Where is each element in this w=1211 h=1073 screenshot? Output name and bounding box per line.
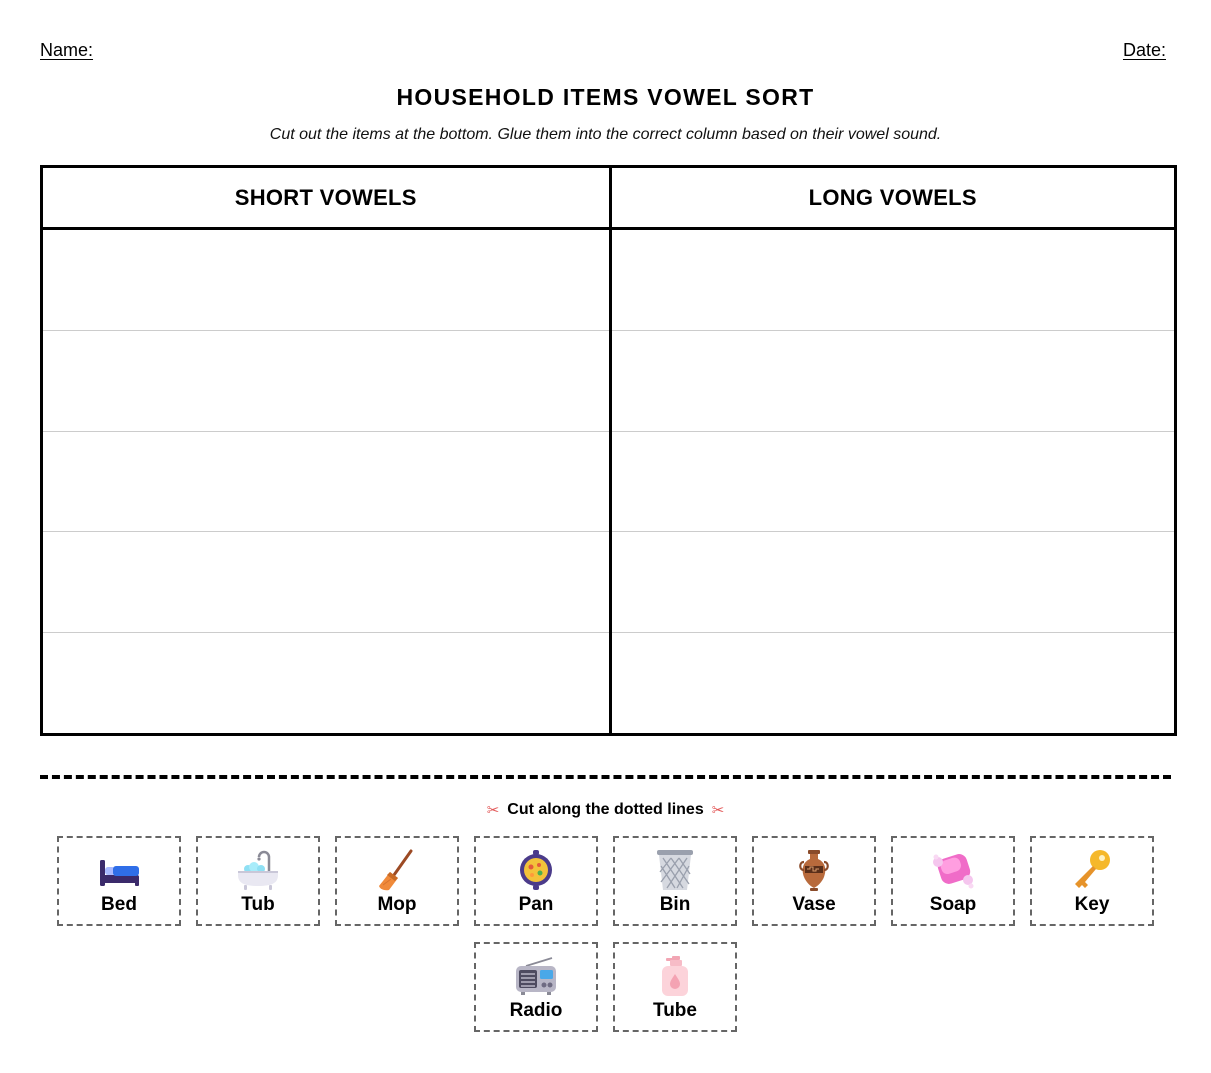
long-vowels-column — [609, 168, 1175, 733]
glue-cell — [43, 432, 609, 533]
cutout-card-pan[interactable] — [474, 836, 598, 926]
bed-icon — [97, 848, 141, 892]
scissors-icon: ✂ — [711, 802, 725, 819]
scissors-icon: ✂ — [486, 802, 500, 819]
cut-line — [40, 775, 1171, 779]
card-word: Pan — [518, 894, 554, 915]
name-field[interactable] — [40, 40, 93, 61]
card-word: Mop — [377, 894, 417, 915]
glue-cell — [612, 532, 1175, 633]
bathtub-icon — [236, 848, 280, 892]
key-icon — [1070, 848, 1114, 892]
card-word: Vase — [792, 894, 836, 915]
date-label: Date: — [1122, 40, 1166, 60]
cut-caption-text: Cut along the dotted lines — [507, 801, 704, 818]
card-word: Tube — [653, 1000, 697, 1021]
cutout-card-bed[interactable] — [57, 836, 181, 926]
cutout-card-radio[interactable] — [474, 942, 598, 1032]
cut-caption — [0, 801, 1211, 819]
card-word: Tub — [241, 894, 275, 915]
card-word: Key — [1074, 894, 1110, 915]
header-fields — [40, 40, 1166, 62]
cutout-card-soap[interactable] — [891, 836, 1015, 926]
glue-cell — [43, 230, 609, 331]
soap-icon — [931, 848, 975, 892]
radio-icon — [514, 954, 558, 998]
column-header-short-vowels: SHORT VOWELS — [43, 168, 609, 230]
column-header-long-vowels: LONG VOWELS — [612, 168, 1175, 230]
worksheet-title: HOUSEHOLD ITEMS VOWEL SORT — [396, 84, 815, 110]
glue-cell — [612, 633, 1175, 733]
amphora-icon — [792, 848, 836, 892]
broom-icon — [375, 848, 419, 892]
glue-cell — [612, 230, 1175, 331]
sort-table — [40, 165, 1177, 736]
lotion-bottle-icon — [653, 954, 697, 998]
card-word: Soap — [929, 894, 977, 915]
cutout-card-key[interactable] — [1030, 836, 1154, 926]
cutout-card-vase[interactable] — [752, 836, 876, 926]
glue-cell — [43, 331, 609, 432]
name-label: Name: — [40, 40, 94, 60]
glue-cell — [612, 432, 1175, 533]
cutout-cards — [57, 836, 1154, 1032]
glue-cell — [43, 633, 609, 733]
card-word: Radio — [509, 1000, 563, 1021]
short-vowels-column — [43, 168, 609, 733]
cutout-card-bin[interactable] — [613, 836, 737, 926]
instructions: Cut out the items at the bottom. Glue them into the correct column based on their vowel sound. — [269, 126, 942, 143]
glue-cell — [43, 532, 609, 633]
glue-cell — [612, 331, 1175, 432]
cutout-card-tub[interactable] — [196, 836, 320, 926]
wastebasket-icon — [653, 848, 697, 892]
paella-pan-icon — [514, 848, 558, 892]
card-word: Bed — [101, 894, 137, 915]
cutout-card-tube[interactable] — [613, 942, 737, 1032]
card-word: Bin — [659, 894, 691, 915]
cutout-card-mop[interactable] — [335, 836, 459, 926]
date-field[interactable] — [1123, 40, 1166, 61]
